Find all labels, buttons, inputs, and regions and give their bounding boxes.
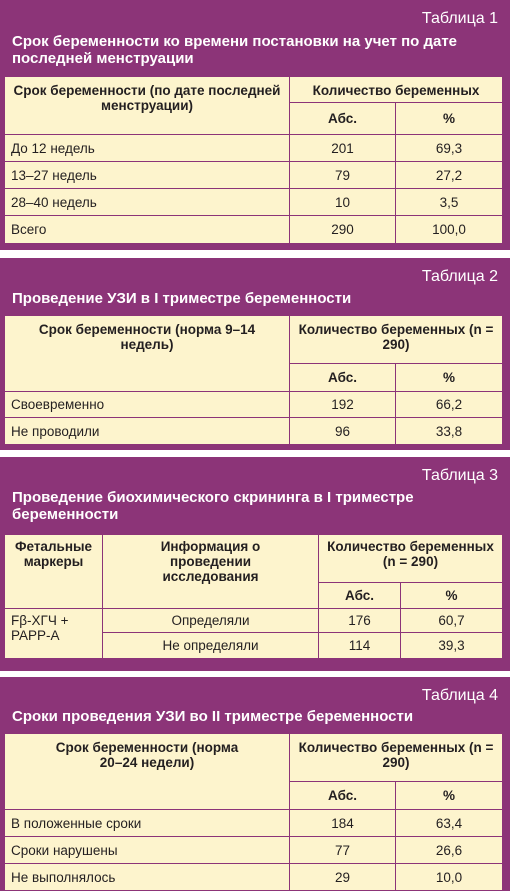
- table-1: [4, 76, 503, 244]
- row-abs: 290: [290, 216, 396, 244]
- row-abs: 96: [290, 418, 396, 445]
- table-4-head-term: Срок беременности (норма 20–24 недели): [5, 734, 290, 810]
- table-2-head-abs: Абс.: [290, 364, 396, 392]
- row-label: Не выполнялось: [5, 864, 290, 891]
- table-2-title: Проведение УЗИ в I триместре беременности: [12, 290, 352, 307]
- table-row: [5, 216, 503, 244]
- table-row: [5, 135, 503, 162]
- table-1-head-abs: Абс.: [290, 103, 396, 135]
- row-pct: 10,0: [396, 864, 503, 891]
- table-1-head-count: Количество беременных: [290, 77, 503, 103]
- row-pct: 27,2: [396, 162, 503, 189]
- table-4: [4, 733, 503, 891]
- row-label: 28–40 недель: [5, 189, 290, 216]
- table-1-title: Срок беременности ко времени постановки на учет по дате последней менструации: [12, 33, 458, 67]
- table-4-number: Таблица 4: [421, 687, 498, 704]
- table-row: [5, 392, 503, 418]
- table-3-head-pct: %: [401, 583, 503, 609]
- row-label: Не определяли: [103, 633, 319, 659]
- row-abs: 79: [290, 162, 396, 189]
- row-abs: 201: [290, 135, 396, 162]
- table-2-panel: [0, 258, 510, 450]
- table-4-title: Сроки проведения УЗИ во II триместре беременности: [12, 708, 414, 725]
- table-row: [5, 189, 503, 216]
- row-abs: 10: [290, 189, 396, 216]
- row-pct: 33,8: [396, 418, 503, 445]
- row-abs: 29: [290, 864, 396, 891]
- row-label: Сроки нарушены: [5, 837, 290, 864]
- table-3: [4, 534, 503, 659]
- row-pct: 39,3: [401, 633, 503, 659]
- row-abs: 184: [290, 810, 396, 837]
- row-label: Всего: [5, 216, 290, 244]
- table-row: [5, 162, 503, 189]
- row-label: Своевременно: [5, 392, 290, 418]
- table-3-panel: [0, 457, 510, 671]
- table-3-head-count: Количество беременных (n = 290): [319, 535, 503, 583]
- row-abs: 114: [319, 633, 401, 659]
- table-3-head-markers: Фетальные маркеры: [5, 535, 103, 609]
- table-2: [4, 315, 503, 445]
- table-row: [5, 810, 503, 837]
- row-label: В положенные сроки: [5, 810, 290, 837]
- table-row: [5, 864, 503, 891]
- table-row: [5, 418, 503, 445]
- row-label: До 12 недель: [5, 135, 290, 162]
- row-pct: 26,6: [396, 837, 503, 864]
- table-row: [5, 837, 503, 864]
- row-abs: 192: [290, 392, 396, 418]
- table-4-head-count: Количество беременных (n = 290): [290, 734, 503, 782]
- table-3-number: Таблица 3: [421, 467, 498, 484]
- table-1-head-pct: %: [396, 103, 503, 135]
- table-2-head-term: Срок беременности (норма 9–14 недель): [5, 316, 290, 392]
- marker-cell: Fβ-ХГЧ + PAPP-A: [5, 609, 103, 659]
- row-label: Не проводили: [5, 418, 290, 445]
- row-pct: 63,4: [396, 810, 503, 837]
- table-4-head-abs: Абс.: [290, 782, 396, 810]
- table-2-number: Таблица 2: [421, 268, 498, 285]
- table-3-head-info: Информация о проведении исследования: [103, 535, 319, 609]
- table-row: [5, 609, 503, 633]
- row-pct: 69,3: [396, 135, 503, 162]
- table-3-title: Проведение биохимического скрининга в I триместре беременности: [12, 489, 414, 523]
- row-label: Определяли: [103, 609, 319, 633]
- table-1-head-term: Срок беременности (по дате последней менструации): [5, 77, 290, 135]
- row-pct: 66,2: [396, 392, 503, 418]
- row-abs: 176: [319, 609, 401, 633]
- row-pct: 100,0: [396, 216, 503, 244]
- row-abs: 77: [290, 837, 396, 864]
- table-1-number: Таблица 1: [421, 10, 498, 27]
- row-pct: 3,5: [396, 189, 503, 216]
- table-4-panel: [0, 677, 510, 891]
- table-4-head-pct: %: [396, 782, 503, 810]
- table-1-panel: [0, 0, 510, 250]
- table-3-head-abs: Абс.: [319, 583, 401, 609]
- table-2-head-pct: %: [396, 364, 503, 392]
- row-label: 13–27 недель: [5, 162, 290, 189]
- table-2-head-count: Количество беременных (n = 290): [290, 316, 503, 364]
- row-pct: 60,7: [401, 609, 503, 633]
